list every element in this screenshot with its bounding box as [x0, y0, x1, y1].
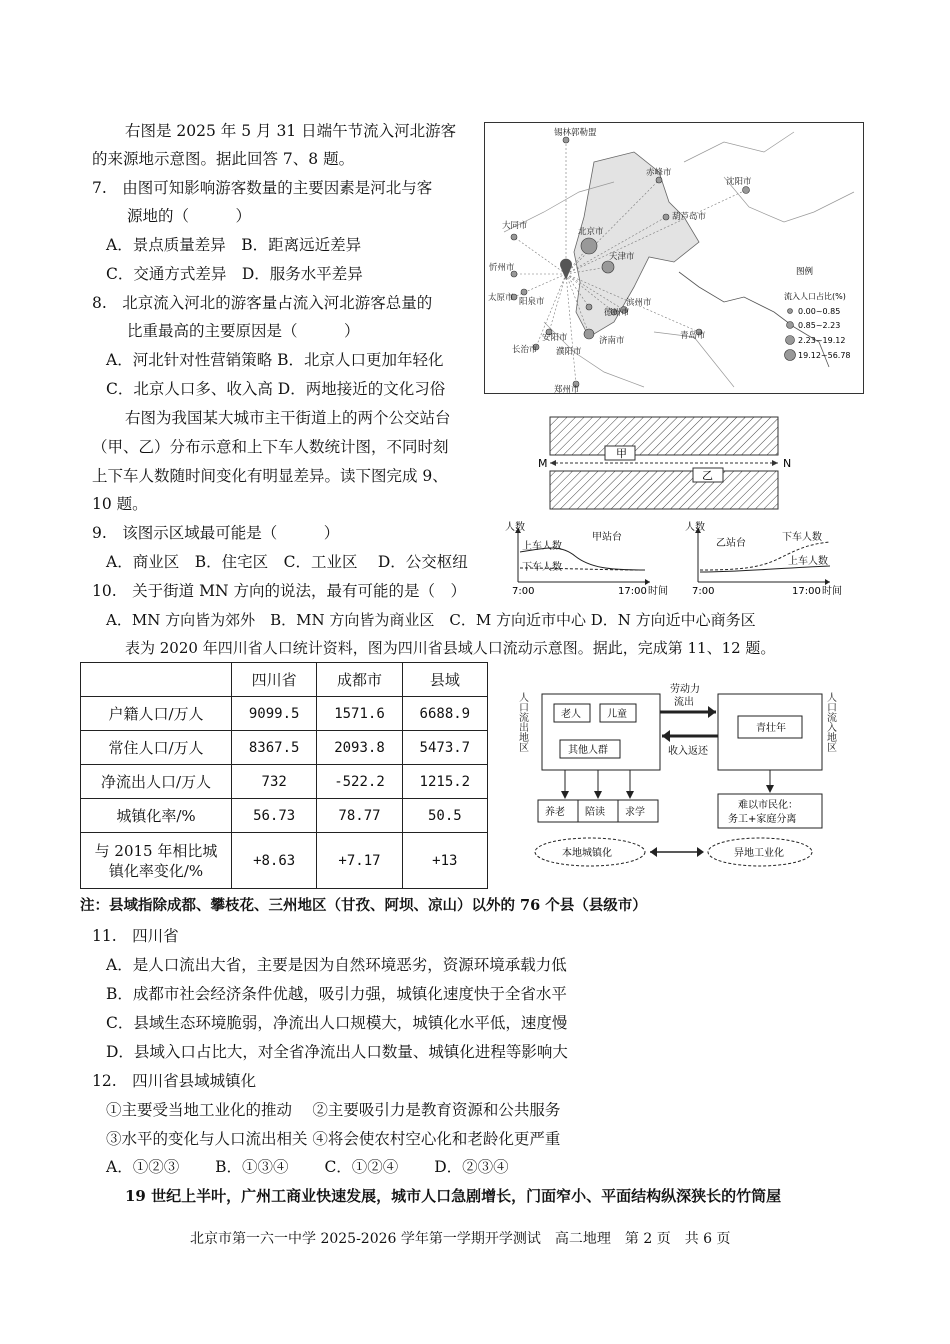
cell: 1571.6	[317, 697, 402, 731]
stop-a-label: 甲	[616, 447, 627, 460]
row-label	[81, 833, 232, 889]
city-label: 忻州市	[489, 263, 515, 273]
others-label: 其他人群	[568, 745, 608, 756]
city-label: 葫芦岛市	[672, 212, 707, 222]
chart-b-board-label: 上车人数	[788, 556, 828, 567]
citizen-label-1: 难以市民化：	[738, 800, 798, 811]
chart-b-alight-label: 下车人数	[782, 532, 822, 543]
city-label: 太原市	[488, 293, 514, 303]
closing-paragraph: 19 世纪上半叶，广州工商业快速发展，城市人口急剧增长，门面窄小、平面结构纵深狭长的竹筒屋	[125, 1187, 782, 1205]
table-header: 四川省	[232, 663, 317, 697]
city-label: 北京市	[578, 227, 604, 237]
q8-stem-2: 比重最高的主要原因是（ ）	[127, 322, 360, 340]
care-label: 养老	[545, 807, 565, 818]
city-label: 天津市	[609, 252, 635, 262]
intro2-line3: 上下车人数随时间变化有明显差异。读下图完成 9、	[92, 467, 448, 485]
study-company-label: 陪读	[585, 807, 605, 818]
q12-item-1: ①主要受当地工业化的推动 ②主要吸引力是教育资源和公共服务	[106, 1101, 561, 1119]
q7-stem-1: 7. 由图可知影响游客数量的主要因素是河北与客	[92, 179, 433, 197]
chart-a-t0: 7:00	[512, 586, 535, 597]
city-label: 阳泉市	[519, 297, 545, 307]
chart-a-alight-label: 下车人数	[522, 562, 562, 573]
table-row	[81, 731, 488, 765]
q7-options-2: C．交通方式差异 D．服务水平差异	[106, 265, 363, 283]
row-label: 常住人口/万人	[81, 731, 232, 765]
cell: -522.2	[317, 765, 402, 799]
cell: +7.17	[317, 833, 402, 889]
cell: +13	[402, 833, 487, 889]
city-label: 锡林郭勒盟	[554, 128, 597, 138]
stop-b-label: 乙	[702, 469, 713, 482]
local-urban-label: 本地城镇化	[562, 848, 612, 859]
chart-b-t1: 17:00	[792, 586, 821, 597]
legend-subtitle: 流入人口占比(%)	[784, 292, 846, 301]
bus-chart-a	[500, 520, 680, 600]
row-label: 净流出人口/万人	[81, 765, 232, 799]
cell: 5473.7	[402, 731, 487, 765]
city-label: 沈阳市	[726, 177, 752, 187]
right-label: 人口流入地区	[824, 692, 836, 752]
city-label: 德州市	[604, 308, 630, 318]
q8-options-2: C．北京人口多、收入高 D．两地接近的文化习俗	[106, 380, 446, 398]
intro2-line4: 10 题。	[92, 495, 148, 513]
cell: 8367.5	[232, 731, 317, 765]
city-label: 大同市	[502, 221, 528, 231]
youth-label: 青壮年	[756, 723, 786, 734]
cell: 78.77	[317, 799, 402, 833]
cell: +8.63	[232, 833, 317, 889]
cell: 732	[232, 765, 317, 799]
cell: 6688.9	[402, 697, 487, 731]
table-header: 县域	[402, 663, 487, 697]
legend-item: 0.00~0.85	[798, 307, 841, 316]
bus-chart-b	[680, 520, 860, 600]
intro1-line2: 的来源地示意图。据此回答 7、8 题。	[92, 150, 355, 168]
intro2-line2: （甲、乙）分布示意和上下车人数统计图，不同时刻	[92, 438, 449, 456]
city-label: 青岛市	[680, 331, 706, 341]
table-row	[81, 765, 488, 799]
q11-option-d: D．县域入口占比大，对全省净流出人口数量、城镇化进程等影响大	[106, 1043, 568, 1061]
row-label: 城镇化率/%	[81, 799, 232, 833]
chart-b-title: 乙站台	[716, 538, 746, 549]
remote-ind-label: 异地工业化	[734, 848, 784, 859]
cell: 1215.2	[402, 765, 487, 799]
table-note: 注：县域指除成都、攀枝花、三州地区（甘孜、阿坝、凉山）以外的 76 个县（县级市）	[80, 897, 647, 914]
page-footer: 北京市第一六一中学 2025-2026 学年第一学期开学测试 高二地理 第 2 页 共 6 页	[190, 1231, 731, 1247]
citizen-label-2: 务工+家庭分离	[728, 814, 797, 825]
q7-stem-2: 源地的（ ）	[127, 207, 252, 225]
table-header: 成都市	[317, 663, 402, 697]
legend-item: 2.23~19.12	[798, 336, 846, 345]
chart-b-ylabel: 人数	[685, 522, 705, 533]
child-label: 儿童	[607, 709, 627, 720]
table-header-row	[81, 663, 488, 697]
city-label: 郑州市	[554, 385, 580, 395]
population-flow-diagram	[516, 680, 850, 890]
q11-option-c: C．县域生态环境脆弱，净流出人口规模大，城镇化水平低，速度慢	[106, 1014, 568, 1032]
chart-a-xlabel: 时间	[648, 586, 668, 597]
q11-stem: 11. 四川省	[92, 927, 179, 945]
city-label: 赤峰市	[646, 168, 672, 178]
q10-stem: 10. 关于街道 MN 方向的说法，最有可能的是（ ）	[92, 582, 466, 600]
legend-item: 0.85~2.23	[798, 321, 841, 330]
city-label: 长治市	[512, 345, 538, 355]
q8-options-1: A．河北针对性营销策略 B．北京人口更加年轻化	[106, 351, 444, 369]
q9-stem: 9. 该图示区域最可能是（ ）	[92, 524, 340, 542]
q9-options: A．商业区 B．住宅区 C．工业区 D．公交枢纽	[106, 553, 468, 571]
q12-options: A．①②③ B．①③④ C．①②④ D．②③④	[106, 1158, 509, 1176]
table-row	[81, 799, 488, 833]
city-label: 濮阳市	[556, 347, 582, 357]
city-label: 济南市	[599, 336, 625, 346]
q12-stem: 12. 四川省县域城镇化	[92, 1072, 257, 1090]
street-diagram	[535, 415, 805, 515]
q11-option-b: B．成都市社会经济条件优越，吸引力强，城镇化速度快于全省水平	[106, 985, 567, 1003]
table-row	[81, 833, 488, 889]
intro3: 表为 2020 年四川省人口统计资料，图为四川省县域人口流动示意图。据此，完成第 11、12 题。	[125, 639, 776, 657]
left-label: 人口流出地区	[516, 692, 528, 752]
outflow-region-box	[542, 694, 660, 770]
cell: 56.73	[232, 799, 317, 833]
q7-options-1: A．景点质量差异 B．距离远近差异	[106, 236, 362, 254]
cell: 9099.5	[232, 697, 317, 731]
tourist-source-map	[484, 122, 864, 394]
cell: 50.5	[402, 799, 487, 833]
intro2-line1: 右图为我国某大城市主干街道上的两个公交站台	[125, 409, 451, 427]
intro1-line1: 右图是 2025 年 5 月 31 日端午节流入河北游客	[125, 122, 457, 140]
old-label: 老人	[561, 709, 581, 720]
population-table	[80, 662, 488, 889]
labor-out-label-1: 劳动力	[670, 684, 700, 695]
table-row	[81, 697, 488, 731]
row-label-line: 与 2015 年相比城	[94, 841, 218, 860]
chart-b-t0: 7:00	[692, 586, 715, 597]
q11-option-a: A．是人口流出大省，主要是因为自然环境恶劣，资源环境承载力低	[106, 956, 567, 974]
city-label: 滨州市	[626, 298, 652, 308]
q10-options: A．MN 方向皆为郊外 B．MN 方向皆为商业区 C．M 方向近市中心 D．N 方向近中心商务区	[106, 611, 756, 629]
income-label: 收入返还	[668, 746, 708, 757]
chart-b-xlabel: 时间	[822, 586, 842, 597]
chart-a-board-label: 上车人数	[522, 541, 562, 552]
labor-out-label-2: 流出	[674, 697, 694, 708]
chart-a-title: 甲站台	[592, 532, 622, 543]
chart-a-t1: 17:00	[618, 586, 647, 597]
m-label: M	[538, 457, 548, 470]
table-header	[81, 663, 232, 697]
legend-item: 19.12~56.78	[798, 351, 851, 360]
school-label: 求学	[625, 807, 645, 818]
legend-title: 图例	[796, 267, 814, 277]
chart-a-ylabel: 人数	[505, 522, 525, 533]
city-label: 安阳市	[542, 333, 568, 343]
row-label-line: 镇化率变化/%	[108, 861, 204, 880]
n-label: N	[783, 457, 792, 470]
row-label: 户籍人口/万人	[81, 697, 232, 731]
q8-stem-1: 8. 北京流入河北的游客量占流入河北游客总量的	[92, 294, 433, 312]
cell: 2093.8	[317, 731, 402, 765]
q12-item-2: ③水平的变化与人口流出相关 ④将会使农村空心化和老龄化更严重	[106, 1130, 561, 1148]
